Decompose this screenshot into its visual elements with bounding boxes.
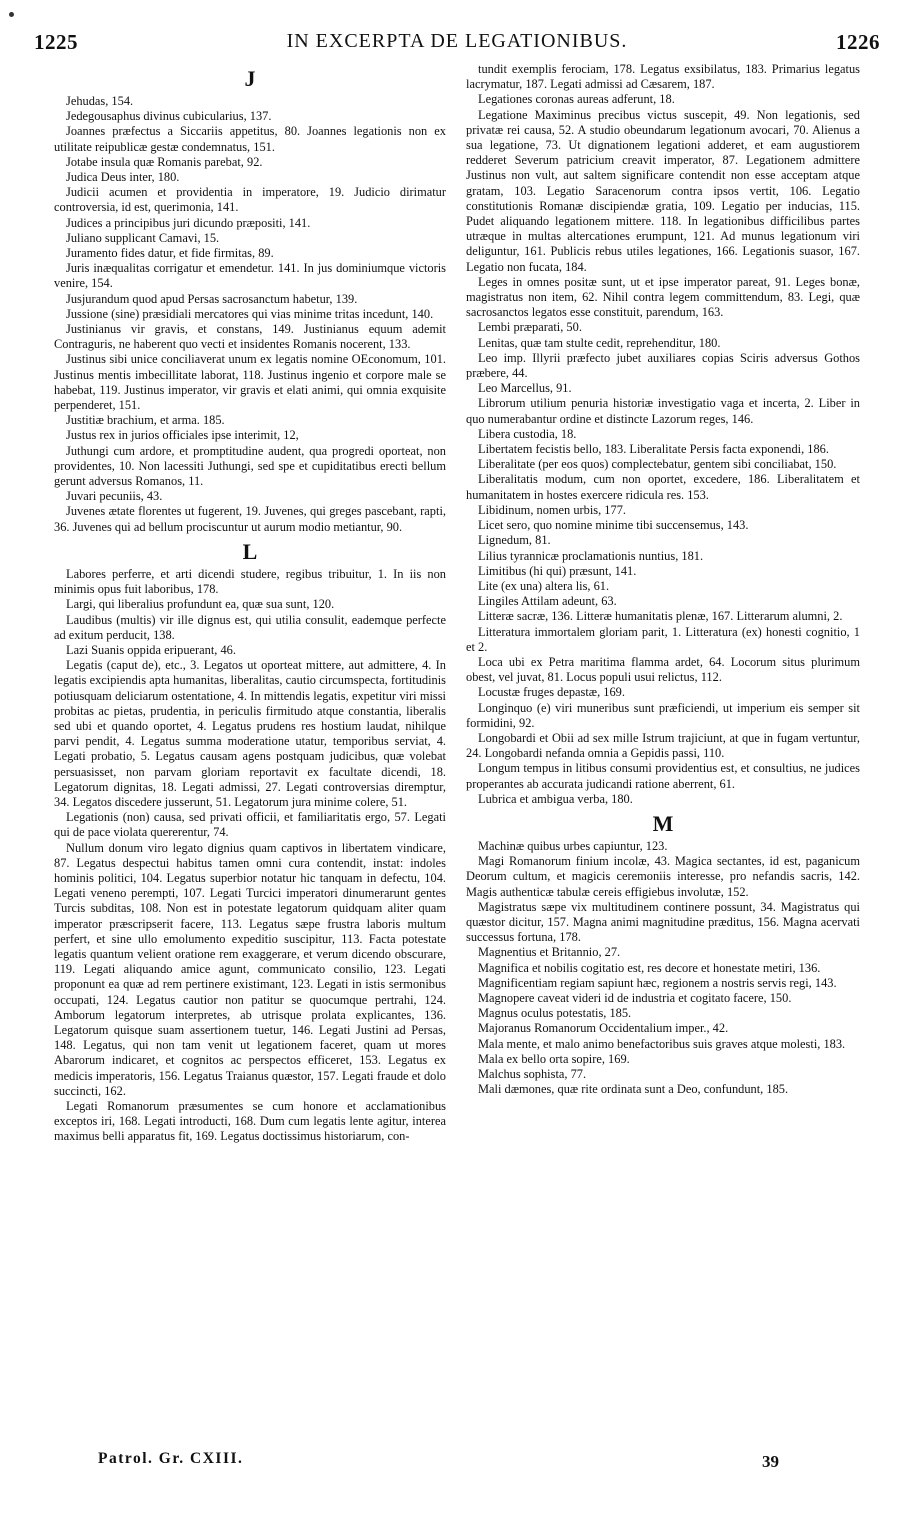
index-entry: Lingiles Attilam adeunt, 63. — [478, 594, 617, 609]
index-entry: Labores perferre, et arti dicendi studere, regibus tribuitur, 1. In iis non minimis opus fuit laboribus, 178. — [54, 566, 446, 597]
index-entry: Magi Romanorum finium incolæ, 43. Magica sectantes, id est, paganicum Deorum cultum, et magicis ceremoniis interesse, pro nefandis sacris, 142. Magis authenticæ tabulæ cereis effigiebus involutæ, 152. — [466, 854, 860, 899]
running-title: IN EXCERPTA DE LEGATIONIBUS. — [286, 30, 628, 52]
page-number-left: 1225 — [34, 30, 78, 54]
index-entry: Legatis (caput de), etc., 3. Legatos ut oporteat mittere, aut admittere, 4. In legatis excipiendis apta humanitas, liberalitas, cautio circumspecta, fortitudinis potiusquam deliciarum ostentatione, 4. In mittendis legatis, expetitur viri missi probitas ac pietas, prudentia, in periculis firmitudo atque constantia, liberalis sed ubi et quando oportet, 4. Legatus prudens res hostium laudat, nihilque parvi pendit, 4. Legatus summa moderatione utatur, temporibus serviat, 4. Legati probatio, 5. Legatus causam agens postquam judicibus, quæ volebat persuasisset, non parvam gloriam reportavit ex facultate dicendi, 18. Legatorum dignitas, 18. Legati admissi, 27. Legati controversias diremptur, 34. Legatos discedere jusserunt, 51. Legatorum jura minime colere, 51. — [54, 658, 446, 809]
section-letter: J — [244, 66, 256, 91]
index-entry: Juramento fides datur, et fide firmitas, 89. — [66, 246, 274, 261]
index-entry: Juliano supplicant Camavi, 15. — [66, 230, 220, 245]
section-letter: L — [242, 538, 258, 564]
index-entry: Leo Marcellus, 91. — [478, 381, 572, 396]
index-entry: Joannes præfectus a Siccariis appetitus, 80. Joannes legationis non ex utilitate reipublicæ gestæ condemnatus, 151. — [54, 124, 446, 154]
index-entry: Leo imp. Illyrii præfecto jubet auxiliares copias Sciris adversus Gothos præbere, 44. — [466, 350, 860, 381]
index-entry: Magnificentiam regiam sapiunt hæc, regionem a nostris servis regi, 143. — [478, 975, 837, 990]
index-entry: Librorum utilium penuria historiæ investigatio vaga et incerta, 2. Liber in quo numerabantur ordine et distincte Lazorum reges, 146. — [466, 396, 860, 426]
sheet-number: 39 — [762, 1452, 779, 1471]
index-entry: Lubrica et ambigua verba, 180. — [478, 791, 633, 806]
index-entry: Longinquo (e) viri muneribus sunt præficiendi, ut imperium eis semper sit formidini, 92. — [466, 700, 860, 730]
index-entry: Magnentius et Britannio, 27. — [478, 945, 621, 960]
index-entry: Judica Deus inter, 180. — [66, 170, 180, 185]
signature-mark: Patrol. Gr. CXIII. — [98, 1450, 244, 1467]
index-entry: Justinianus vir gravis, et constans, 149. Justinianus equum ademit Contraguris, ne haberent quo vecti et insidentes Romanis nocerent, 133. — [54, 322, 446, 352]
index-entry: Loca ubi ex Petra maritima flamma ardet, 64. Locorum situs plurimum obest, vel juvat, 81. Locus populi usui relictus, 112. — [466, 654, 860, 685]
index-entry: Lite (ex una) altera lis, 61. — [478, 578, 610, 593]
index-entry: Legati Romanorum præsumentes se cum honore et acclamationibus exceptos iri, 168. Legati introducti, 168. Dum cum legatis lente agitur, interea maximus belli apparatus fit, 169. Legatus doctissimus historiarum, con- — [54, 1099, 446, 1144]
index-entry: Libidinum, nomen urbis, 177. — [478, 502, 626, 517]
index-entry: Justus rex in jurios officiales ipse interimit, 12, — [66, 428, 299, 443]
index-entry: Machinæ quibus urbes capiuntur, 123. — [478, 838, 668, 853]
index-entry: Magnopere caveat videri id de industria et cogitato facere, 150. — [478, 990, 792, 1005]
index-entry: Majoranus Romanorum Occidentalium imper., 42. — [478, 1021, 729, 1036]
index-entry: Liberalitate (per eos quos) complectebatur, gentem sibi conciliabat, 150. — [478, 457, 837, 472]
index-entry: Litteræ sacræ, 136. Litteræ humanitatis plenæ, 167. Litterarum alumni, 2. — [478, 609, 843, 624]
index-entry: Licet sero, quo nomine minime tibi succensemus, 143. — [478, 518, 749, 533]
right-column — [466, 62, 860, 1097]
index-entry: Magnifica et nobilis cogitatio est, res decore et honestate metiri, 136. — [478, 960, 821, 975]
index-entry: Jedegousaphus divinus cubicularius, 137. — [66, 109, 272, 124]
index-entry: Juvenes ætate florentes ut fugerent, 19. Juvenes, qui greges pascebant, rapti, 36. Juvenes qui ad bellum prociscuntur ut aurum modio metiantur, 90. — [54, 504, 446, 534]
index-entry: Lenitas, quæ tam stulte cedit, reprehenditur, 180. — [478, 335, 721, 350]
index-entry: Mala mente, et malo animo benefactoribus suis graves atque molesti, 183. — [478, 1036, 846, 1051]
index-entry: Nullum donum viro legato dignius quam captivos in libertatem vindicare, 87. Legatus despectui habitus tamen omni cura contendit, instat: indoles hominis politici, 104. Legatus superbior notatur hic tanquam in defectu, 104. Legati veneno perempti, 107. Legati Turcici imperatori dinumerarunt gentes Turcis subditas, 108. Non est in potestate legatorum quidquam aliter quam imperator præscripserit facere, 113. Legatus sæpe frustra laboris multum perfert, et sine ullo emolumento expeditio suscipitur, 113. Facta potestate legatis quantum velient oratione rem exaggerare, et verum dicendo obscurare, 119. Legati aliquando amice agunt, communicato consilio, 123. Legati proponunt ea quæ ad rem pertinere existimant, 123. Legati in istis sermonibus occupati, 124. Legatus cautior non patitur se quocumque pertrahi, 124. Amborum legatorum interpretes, ab utrisque prolata explicantes, 136. Legatorum quisque suam assertionem tuetur, 146. Legati Justini ad Persas, 148. Legatus, qui non tam venit ut legationem faceret, quam ut mores Abarorum indicaret, et cognitos ac perspectos efficeret, 153. Legatus ex medicis imperatoris, 156. Legatus Traianus quæstor, 157. Legati fraude et dolo succincti, 162. — [54, 840, 446, 1098]
index-entry: Legatione Maximinus precibus victus suscepit, 49. Non legationis, sed privatæ rei causa, 52. A studio obeundarum legationum avocari, 70. Alienus a sua legatione, 73. Ut dignationem legationi adderet, et eam augustiorem redderet Severum patricium creavit imperator, 87. Legationem admittere Justinus non vult, aut saltem significare contendit non esse acceptam atque gratam, 103. Legatio Saracenorum contra ipsos vertit, 106. Legatio constitutionis Romanæ discipiendæ gratia, 109. Legatio per inducias, 115. Pudet aliquando legationem mittere. 118. In legationibus difficilibus partes utræque in multas altercationes erumpunt, 121. Ad munus legationum viri deliguntur, 161. Publicis rebus utiles legationes, 166. Legationis suasor, 167. Legatio non fucata, 184. — [466, 107, 860, 274]
index-entry: Jotabe insula quæ Romanis parebat, 92. — [66, 154, 263, 169]
index-entry: Legationis (non) causa, sed privati officii, et familiaritatis ergo, 57. Legati qui de pace violata quererentur, 74. — [54, 810, 446, 840]
index-entry: Juthungi cum ardore, et promptitudine audent, qua progredi oporteat, non providentes, 10. Non lacessiti Juthungi, sed spe et cupiditatibus erecti bellum gerunt adversus Romanos, 11. — [54, 443, 446, 489]
index-entry: Largi, qui liberalius profundunt ea, quæ sua sunt, 120. — [66, 597, 335, 612]
index-entry: tundit exemplis ferociam, 178. Legatus exsibilatus, 183. Primarius legatus lacrymatur, 187. Legati admissi ad Cæsarem, 187. — [466, 62, 860, 92]
ink-speck — [9, 12, 14, 17]
index-entry: Locustæ fruges depastæ, 169. — [478, 685, 625, 700]
index-entry: Leges in omnes positæ sunt, ut et ipse imperator pareat, 91. Leges bonæ, magistratus non item, 62. Nihil contra legem committendum, 83. Legi, quæ sacrosanctos legatos esse constituit, parendum, 163. — [466, 274, 860, 320]
index-entry: Lignedum, 81. — [478, 533, 551, 548]
index-entry: Justinus sibi unice conciliaverat unum ex legatis nomine OEconomum, 101. Justinus mentis imbecillitate laborat, 118. Justinus ingenio et corpore male se habebat, 119. Justinus imperator, vir gravis et elati animi, qui omnia exquisite perpenderet, 151. — [54, 352, 446, 413]
index-entry: Jussione (sine) præsidiali mercatores qui vias minime tritas incedunt, 140. — [66, 306, 434, 321]
index-entry: Mali dæmones, quæ rite ordinata sunt a Deo, confundunt, 185. — [478, 1082, 789, 1097]
index-entry: Laudibus (multis) vir ille dignus est, qui utilia consulit, eademque perfecte ad exitum perducit, 138. — [54, 612, 446, 642]
index-entry: Justitiæ brachium, et arma. 185. — [66, 413, 225, 428]
index-entry: Limitibus (hi qui) præsunt, 141. — [478, 563, 637, 578]
index-entry: Legationes coronas aureas adferunt, 18. — [478, 92, 675, 107]
index-entry: Libera custodia, 18. — [478, 426, 577, 441]
index-entry: Libertatem fecistis bello, 183. Liberalitate Persis facta exponendi, 186. — [478, 442, 829, 457]
index-entry: Litteratura immortalem gloriam parit, 1. Litteratura (ex) honesti cognitio, 1 et 2. — [466, 624, 860, 654]
index-entry: Lembi præparati, 50. — [478, 320, 582, 335]
index-entry: Judicii acumen et providentia in imperatore, 19. Judicio dirimatur controversia, id est, querimonia, 141. — [54, 185, 446, 215]
index-entry: Jehudas, 154. — [66, 94, 134, 108]
left-column — [54, 62, 446, 1145]
index-entry: Malchus sophista, 77. — [478, 1067, 587, 1081]
page-number-right: 1226 — [836, 30, 880, 54]
index-entry: Juvari pecuniis, 43. — [66, 489, 163, 504]
index-entry: Juris inæqualitas corrigatur et emendetur. 141. In jus dominiumque victoris venire, 154. — [54, 261, 446, 291]
index-entry: Lazi Suanis oppida eripuerant, 46. — [66, 642, 236, 657]
index-entry: Lilius tyrannicæ proclamationis nuntius, 181. — [478, 548, 704, 563]
section-letter: M — [652, 810, 674, 836]
index-entry: Mala ex bello orta sopire, 169. — [478, 1051, 630, 1066]
index-entry: Liberalitatis modum, cum non oportet, excedere, 186. Liberalitatem et humanitatem in hostes exercere ridicula res. 153. — [466, 472, 860, 502]
index-entry: Judices a principibus juri dicundo præpositi, 141. — [66, 215, 311, 230]
index-entry: Longobardi et Obii ad sex mille Istrum trajiciunt, at que in fugam vertuntur, 24. Longobardi nefanda omnia a Gepidis passi, 110. — [466, 730, 860, 761]
index-entry: Magistratus sæpe vix multitudinem continere possunt, 34. Magistratus qui quæstor dicitur, 157. Magna animi magnitudine præditus, 156. Magna acervati successus fortuna, 178. — [466, 899, 860, 945]
index-entry: Jusjurandum quod apud Persas sacrosanctum habetur, 139. — [66, 291, 358, 306]
index-entry: Magnus oculus potestatis, 185. — [478, 1006, 632, 1021]
index-entry: Longum tempus in litibus consumi providentius est, et consultius, ne judices properantes ab accurata judicandi ratione aberrent, 61. — [466, 761, 860, 791]
page-header — [34, 30, 880, 60]
